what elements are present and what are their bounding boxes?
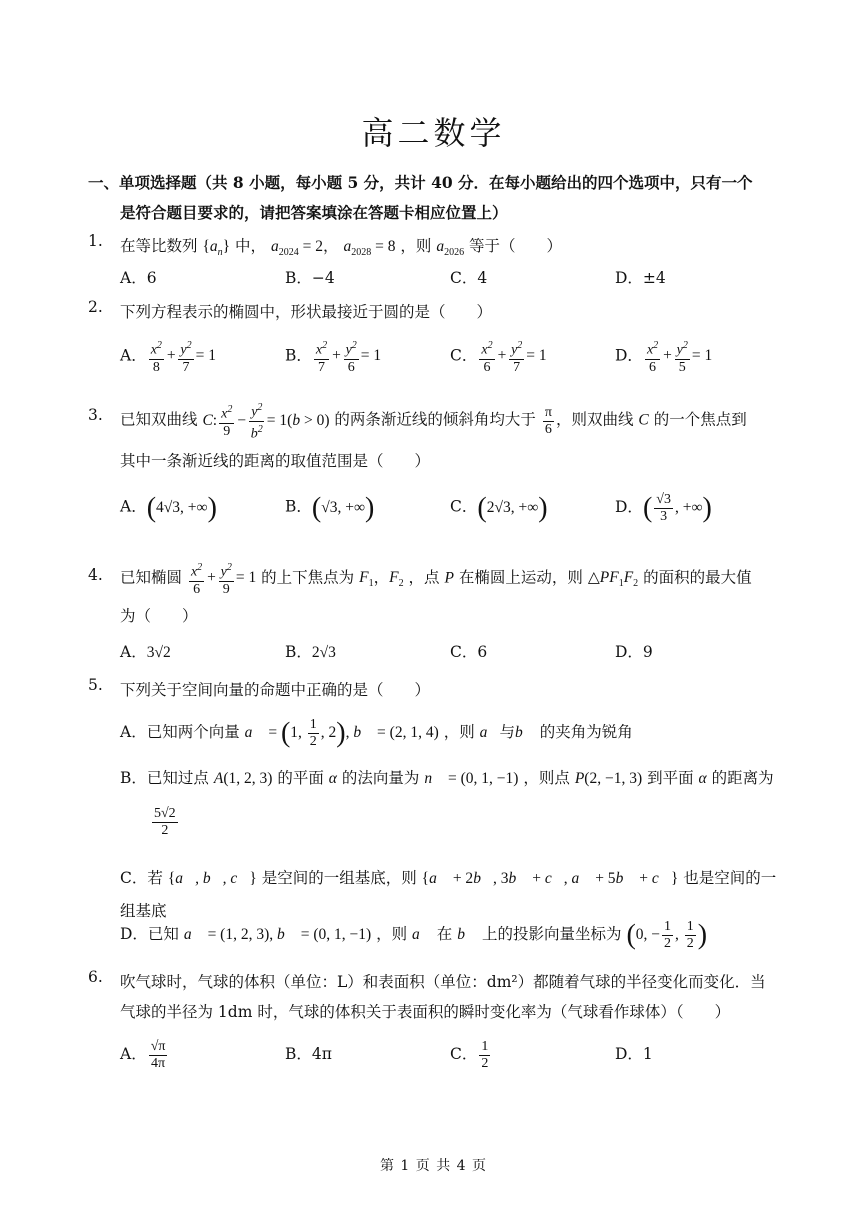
option-label: C．	[450, 497, 478, 516]
question-number: 5.	[88, 676, 103, 694]
math-a2028: $a_{2028} = 8$	[343, 238, 396, 259]
option-text: ，则	[443, 723, 475, 741]
option-b[interactable]: B．(√3, +∞)	[285, 492, 375, 523]
question-1-options	[120, 266, 780, 296]
stem-text: 下列关于空间向量的命题中正确的是（ ）	[120, 681, 431, 699]
option-text: 的距离为	[711, 769, 774, 787]
option-label: B．	[285, 643, 312, 661]
option-label: A．	[120, 1045, 147, 1063]
math-hyperbola: C: $\frac{x^2}{9}$ − $\frac{y^2}{b^2}$ = 1(b > 0)	[202, 402, 330, 442]
question-4: 4. 已知椭圆 $\frac{x^2}{6}$ + $\frac{y^2}{9}$ = 1 的上下焦点为 $F_1$，$F_2$ ，点 P 在椭圆上运动，则 $\triangle PF_1F_2$ 的面积的最大值 为（ ）	[88, 560, 783, 640]
math-basis-new: {a⃗ + 2b⃗, 3b⃗ + c⃗, a⃗ + 5b⃗ + c⃗}	[421, 870, 679, 887]
question-5-option-b[interactable]	[120, 766, 780, 796]
page-title: 高二数学	[361, 114, 506, 152]
math-a: a⃗	[412, 926, 432, 943]
question-number: 1.	[88, 232, 103, 250]
option-label: C．	[450, 346, 478, 365]
stem-text-line-2: 气球的半径为 1dm 时，气球的体积关于表面积的瞬时变化率为（气球看作球体）（ ）	[120, 1003, 731, 1021]
option-d[interactable]: D．9	[615, 643, 653, 661]
option-c[interactable]: C． $\frac{x^2}{6}$ + $\frac{y^2}{7}$ = 1	[450, 340, 547, 375]
question-number: 2.	[88, 298, 103, 316]
question-4-options	[120, 640, 780, 670]
math-point-P: P(2, −1, 3)	[574, 770, 643, 787]
option-text: ，则	[376, 925, 408, 943]
stem-text: 下列方程表示的椭圆中，形状最接近于圆的是（ ）	[120, 303, 493, 321]
stem-text-line-2: 为（ ）	[120, 607, 198, 625]
math-foci: $F_1$	[359, 569, 374, 590]
question-6-options	[120, 1034, 780, 1078]
question-2-options	[120, 338, 780, 378]
stem-text-line-2: 其中一条渐近线的距离的取值范围是（ ）	[120, 452, 431, 470]
option-text: A．已知两个向量	[120, 723, 240, 741]
question-2	[88, 298, 783, 328]
option-text: 上的投影向量坐标为	[481, 925, 622, 943]
option-b[interactable]: B．−4	[285, 269, 335, 287]
question-1: 1. 在等比数列 $\{a_n\}$ 中， $a_{2024} = 2$， $a_{2028} = 8$ ，则 $a_{2026}$ 等于（ ）	[88, 232, 563, 259]
math-a: a⃗	[479, 724, 500, 741]
option-text: 的平面	[277, 769, 324, 787]
question-6	[88, 968, 783, 1028]
option-label: A．	[120, 346, 147, 365]
math-normal: n⃗ = (0, 1, −1)	[424, 770, 519, 787]
option-b[interactable]: B．4π	[285, 1045, 332, 1063]
option-b[interactable]: B． $\frac{x^2}{7}$ + $\frac{y^2}{6}$ = 1	[285, 340, 382, 375]
question-5-option-b-value: $\frac{5√2}{2}$	[154, 806, 176, 838]
section-heading: 一、单项选择题	[88, 173, 197, 192]
math-vectors-ab: a⃗ = (1, $\frac{1}{2}$ , 2), b⃗ = (2, 1, 4)	[244, 716, 439, 749]
option-label: D．	[615, 498, 643, 517]
math-C: C	[638, 411, 649, 429]
option-a[interactable]: A． $\frac{√\pi}{4\pi}$	[120, 1038, 166, 1071]
math-vectors: a⃗ = (1, 2, 3), b⃗ = (0, 1, −1)	[183, 926, 372, 943]
option-d[interactable]: D．( $\frac{√3}{3}$ , +∞)	[615, 492, 712, 524]
math-a2024: $a_{2024} = 2$	[271, 238, 323, 259]
option-a[interactable]: A．(4√3, +∞)	[120, 492, 217, 523]
math-basis: {a⃗, b⃗, c⃗}	[167, 870, 257, 887]
question-3	[88, 400, 783, 480]
option-text: 的夹角为锐角	[539, 723, 633, 741]
question-5-option-a[interactable]	[120, 714, 780, 754]
stem-text: ，则双曲线	[555, 410, 634, 429]
option-text: 也是空间的一组基底	[120, 869, 777, 920]
stem-text: ，点	[408, 568, 440, 587]
question-number: 6.	[88, 968, 103, 986]
stem-text: 等于（ ）	[469, 237, 563, 255]
option-a[interactable]: A． $\frac{x^2}{8}$ + $\frac{y^2}{7}$ = 1	[120, 340, 216, 375]
stem-text: 的一个焦点到	[653, 410, 747, 429]
stem-text: 在椭圆上运动，则	[458, 568, 583, 587]
option-text: B．已知过点	[120, 769, 209, 787]
option-c[interactable]: C．6	[450, 643, 488, 661]
section-instruction	[88, 168, 778, 228]
math-triangle: $\triangle PF_1F_2$	[587, 569, 639, 590]
option-text: 是空间的一组基底，则	[261, 869, 417, 887]
stem-text: ，则	[400, 237, 432, 255]
stem-text: 的两条渐近线的倾斜角均大于	[334, 410, 536, 429]
math-ellipse: $\frac{x^2}{6}$ + $\frac{y^2}{9}$ = 1	[190, 562, 257, 597]
option-label: B．	[285, 497, 312, 516]
option-label: D．	[615, 346, 643, 365]
math-sequence: $\{a_n\}$	[202, 238, 231, 259]
option-text: 到平面	[647, 769, 694, 787]
math-b: b⃗	[514, 724, 535, 741]
option-label: A．	[120, 643, 147, 661]
option-text: 在	[436, 925, 453, 943]
option-a[interactable]: A．3√2	[120, 643, 171, 661]
math-a2026: $a_{2026}$	[436, 238, 465, 259]
math-P: P	[444, 569, 454, 587]
option-label: A．	[120, 497, 147, 516]
stem-text: 中，	[235, 237, 267, 255]
option-text: 与	[499, 723, 515, 741]
math-projection: (0, − $\frac{1}{2}$ , $\frac{1}{2}$ )	[626, 918, 708, 951]
math-alpha: α	[328, 770, 337, 787]
option-d[interactable]: D．1	[615, 1045, 653, 1063]
stem-text: 在等比数列	[120, 237, 198, 255]
option-c[interactable]: C．(2√3, +∞)	[450, 492, 548, 523]
math-point-A: A(1, 2, 3)	[213, 770, 273, 787]
stem-text: 已知椭圆	[120, 568, 183, 587]
stem-text: 的上下焦点为	[261, 568, 355, 587]
math-b: b⃗	[457, 926, 478, 943]
question-5-option-d[interactable]	[120, 916, 780, 956]
option-a[interactable]: A．6	[120, 269, 157, 287]
math-pi-over-6: $\frac{\pi}{6}$	[544, 404, 552, 437]
option-label: C．	[450, 1045, 478, 1063]
option-text: ，则点	[523, 769, 570, 787]
option-text: C．若	[120, 869, 163, 887]
stem-text: 吹气球时，气球的体积（单位：L）和表面积（单位：dm²）都随着气球的半径变化而变化．当	[120, 973, 766, 991]
question-number: 3.	[88, 406, 103, 424]
option-d[interactable]: D．±4	[615, 269, 666, 287]
option-label: B．	[285, 346, 312, 365]
page-footer: 第 1 页 共 4 页	[379, 1158, 488, 1174]
question-3-options	[120, 492, 780, 532]
option-c[interactable]: C． $\frac{1}{2}$	[450, 1038, 489, 1071]
option-d[interactable]: D． $\frac{x^2}{6}$ + $\frac{y^2}{5}$ = 1	[615, 340, 713, 375]
instruction-line-2: 是符合题目要求的，请把答案填涂在答题卡相应位置上）	[120, 203, 508, 222]
question-number: 4.	[88, 566, 103, 584]
question-5	[88, 676, 783, 706]
stem-text: 已知双曲线	[120, 410, 198, 429]
option-text: 的法向量为	[341, 769, 420, 787]
math-alpha: α	[698, 770, 707, 787]
option-b[interactable]: B．2√3	[285, 643, 336, 661]
option-text: D．已知	[120, 925, 179, 943]
instruction-line-1: （共 8 小题，每小题 5 分，共计 40 分．在每小题给出的四个选项中，只有一个	[196, 173, 753, 192]
question-5-option-c[interactable]	[120, 862, 780, 920]
stem-text: 的面积的最大值	[643, 568, 752, 587]
option-c[interactable]: C．4	[450, 269, 488, 287]
